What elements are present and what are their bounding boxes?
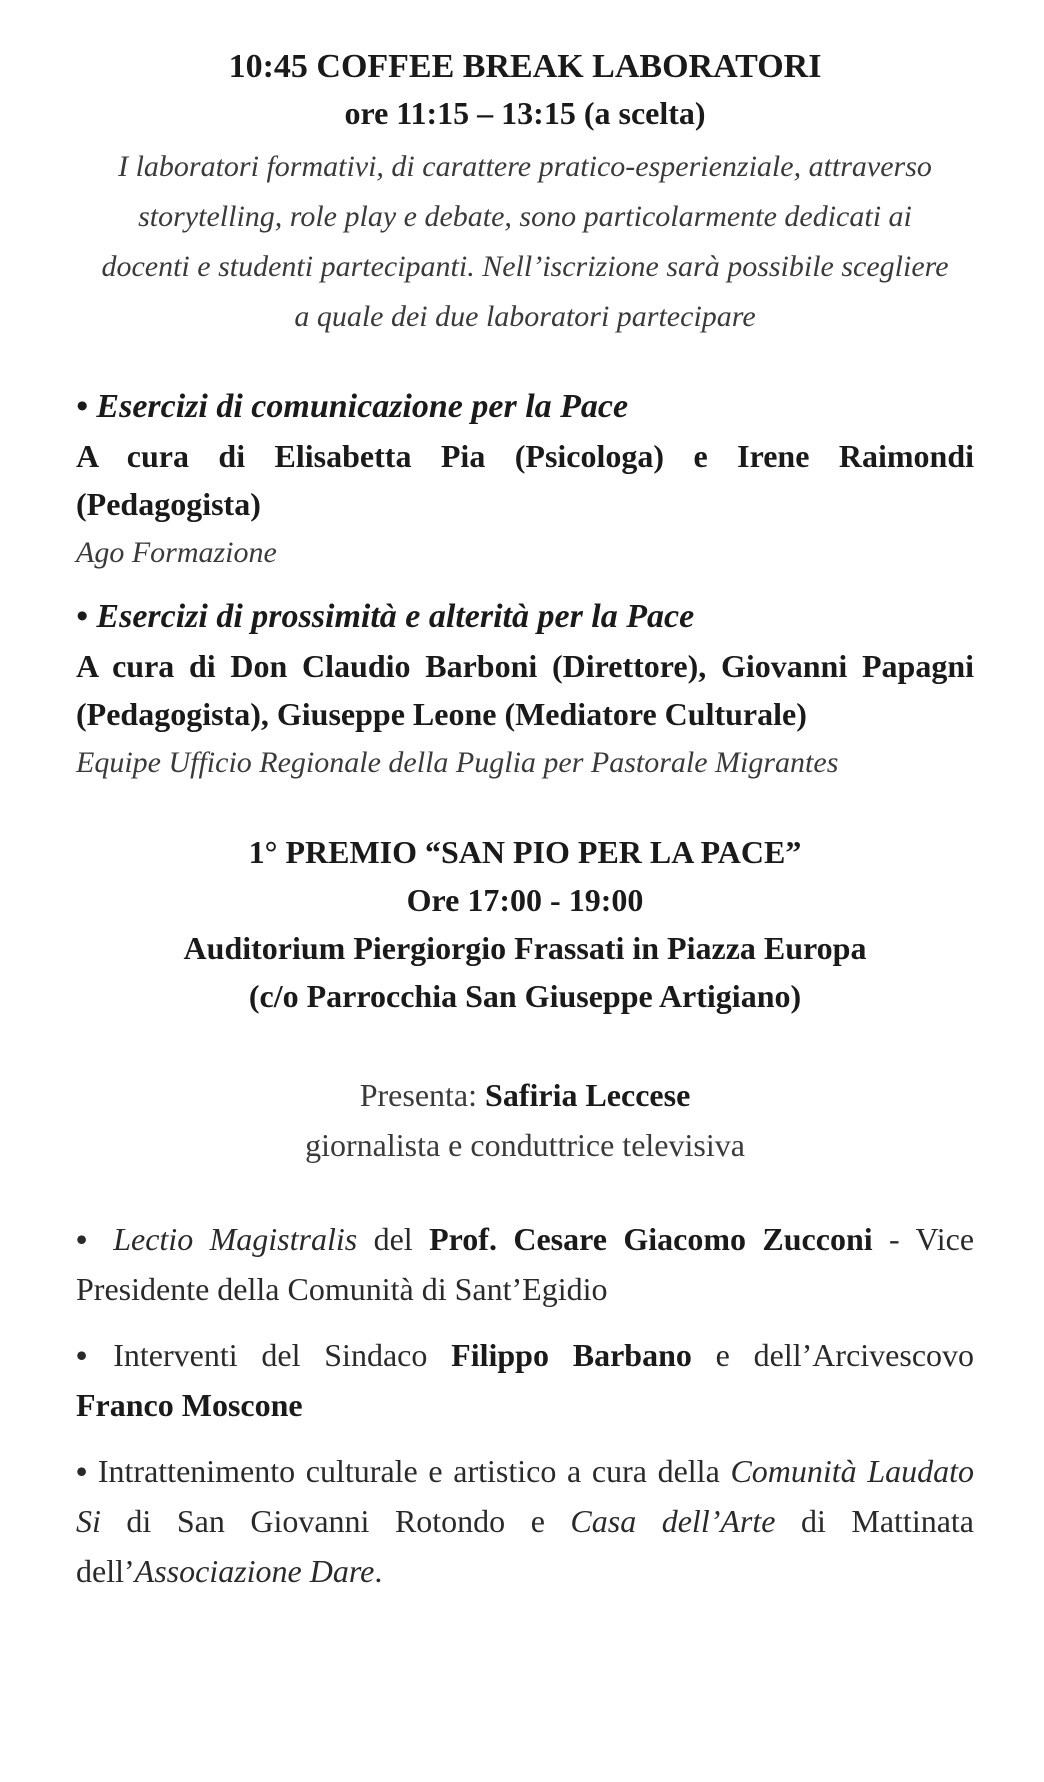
item-interventi: • Interventi del Sindaco Filippo Barbano e dell’Arcivescovo Franco Moscone <box>76 1337 975 1423</box>
award-time: Ore 17:00 - 19:00 <box>406 882 644 918</box>
bullet-icon: • <box>76 1453 88 1489</box>
lab-organization: Equipe Ufficio Regionale della Puglia per Pastorale Migrantes <box>76 746 839 779</box>
presenter-role: giornalista e conduttrice televisiva <box>305 1127 745 1163</box>
lab-1 <box>76 382 974 578</box>
lab-organization: Ago Formazione <box>76 536 277 569</box>
section-title: 10:45 COFFEE BREAK LABORATORI <box>228 48 822 85</box>
mayor-name: Filippo Barbano <box>451 1337 692 1373</box>
item-lectio: • Lectio Magistralis del Prof. Cesare Giacomo Zucconi - Vice Presidente della Comunità di Sant’Egidio <box>76 1221 975 1307</box>
lab-title: • Esercizi di comunicazione per la Pace <box>76 388 629 425</box>
presenter-label: Presenta: <box>359 1077 478 1113</box>
header <box>76 44 974 136</box>
award-title: 1° PREMIO “SAN PIO PER LA PACE” <box>248 834 802 870</box>
award-venue-detail: (c/o Parrocchia San Giuseppe Artigiano) <box>248 978 802 1014</box>
intro-paragraph: I laboratori formativi, di carattere pratico-esperienziale, attraverso storytelling, role play e debate, sono particolarmente dedicati ai docenti e studenti partecipanti. Nell’iscrizione sarà possibile scegliere a quale dei due laboratori partecipare <box>101 150 949 333</box>
bullet-icon: • <box>76 1221 88 1257</box>
bishop-name: Franco Moscone <box>76 1387 303 1423</box>
program-items <box>76 1214 974 1596</box>
bullet-icon: • <box>76 1337 88 1373</box>
award-section <box>76 828 974 1020</box>
speaker-name: Prof. Cesare Giacomo Zucconi <box>429 1221 873 1257</box>
lab-authors: A cura di Elisabetta Pia (Psicologa) e Irene Raimondi (Pedagogista) <box>76 438 974 522</box>
section-subtitle: ore 11:15 – 13:15 (a scelta) <box>344 95 706 131</box>
lab-2 <box>76 592 974 788</box>
presenter <box>76 1070 974 1170</box>
award-venue: Auditorium Piergiorgio Frassati in Piazza Europa <box>183 930 867 966</box>
program-page <box>0 44 1044 1782</box>
item-intrattenimento: • Intrattenimento culturale e artistico a cura della Comunità Laudato Si di San Giovanni Rotondo e Casa dell’Arte di Mattinata dell’Associazione Dare. <box>76 1453 975 1589</box>
presenter-name: Safiria Leccese <box>485 1077 691 1113</box>
lab-authors: A cura di Don Claudio Barboni (Direttore), Giovanni Papagni (Pedagogista), Giuseppe Leone (Mediatore Culturale) <box>76 648 974 732</box>
lab-title: • Esercizi di prossimità e alterità per la Pace <box>76 598 695 635</box>
bullet-icon: • <box>76 598 88 635</box>
bullet-icon: • <box>76 388 88 425</box>
